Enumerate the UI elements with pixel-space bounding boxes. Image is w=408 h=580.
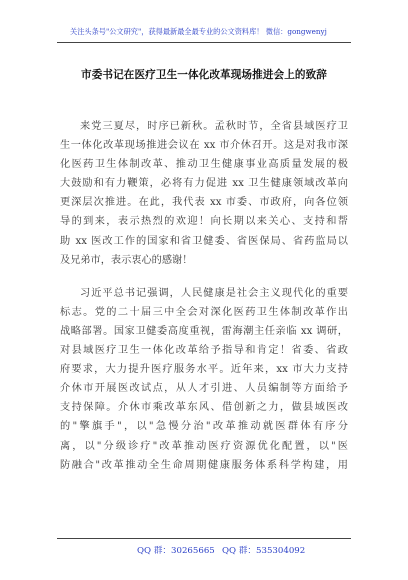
document-body <box>60 117 348 489</box>
text-line: 更深层次推进。在此，我代表 xx 市委、市政府，向各位领 <box>60 197 348 209</box>
bottom-divider <box>57 538 351 539</box>
text-line: 战略部署。国家卫健委高度重视，雷海潮主任亲临 xx 调研， <box>60 325 348 337</box>
text-line: 来党三夏尽，时序已新秋。孟秋时节，全省县域医疗卫 <box>80 121 348 132</box>
text-line: 介休市开展医改试点，从人才引进、人员编制等方面给予 <box>60 383 348 395</box>
text-line: 导的到来，表示热烈的欢迎！向长期以来关心、支持和帮 <box>60 216 348 228</box>
text-line: 大鼓励和有力鞭策，必将有力促进 xx 卫生健康领域改革向 <box>60 178 348 190</box>
top-banner: 关注头条号"公文研究"，获得最新最全最专业的公文资料库！ 微信：gongwenyj <box>70 27 327 36</box>
top-divider <box>57 42 351 43</box>
paragraph <box>60 117 348 270</box>
footer <box>0 544 408 558</box>
text-line: 化医药卫生体制改革、推动卫生健康事业高质量发展的极 <box>60 159 348 171</box>
qq-group-2: QQ 群：535304092 <box>222 546 306 556</box>
document-title: 市委书记在医疗卫生一体化改革现场推进会上的致辞 <box>81 69 327 81</box>
text-line: 助 xx 医改工作的国家和省卫健委、省医保局、省药监局以 <box>60 235 348 247</box>
qq-group-1: QQ 群：30265665 <box>137 546 215 556</box>
text-line: 习近平总书记强调，人民健康是社会主义现代化的重要 <box>80 287 348 299</box>
text-line: 离，以"分级诊疗"改革推动医疗资源优化配置，以"医 <box>60 440 348 452</box>
text-line: 标志。党的二十届三中全会对深化医药卫生体制改革作出 <box>60 306 348 318</box>
paragraph <box>60 284 348 475</box>
text-line: 支持保障。介休市乘改革东风、借创新之力，做县域医改 <box>60 402 348 414</box>
text-line: 生一体化改革现场推进会议在 xx 市介休召开。这是对我市深 <box>60 140 348 152</box>
text-line: 及兄弟市，表示衷心的感谢！ <box>60 254 193 266</box>
text-line: 防融合"改革推动全生命周期健康服务体系科学构建，用 <box>60 459 348 471</box>
text-line: 府要求，大力提升医疗服务水平。近年来，xx 市大力支持 <box>60 364 348 376</box>
text-line: 的"擎旗手"，以"急慢分治"改革推动就医群体有序分 <box>60 421 348 433</box>
text-line: 对县域医疗卫生一体化改革给予指导和肯定！省委、省政 <box>60 345 348 357</box>
